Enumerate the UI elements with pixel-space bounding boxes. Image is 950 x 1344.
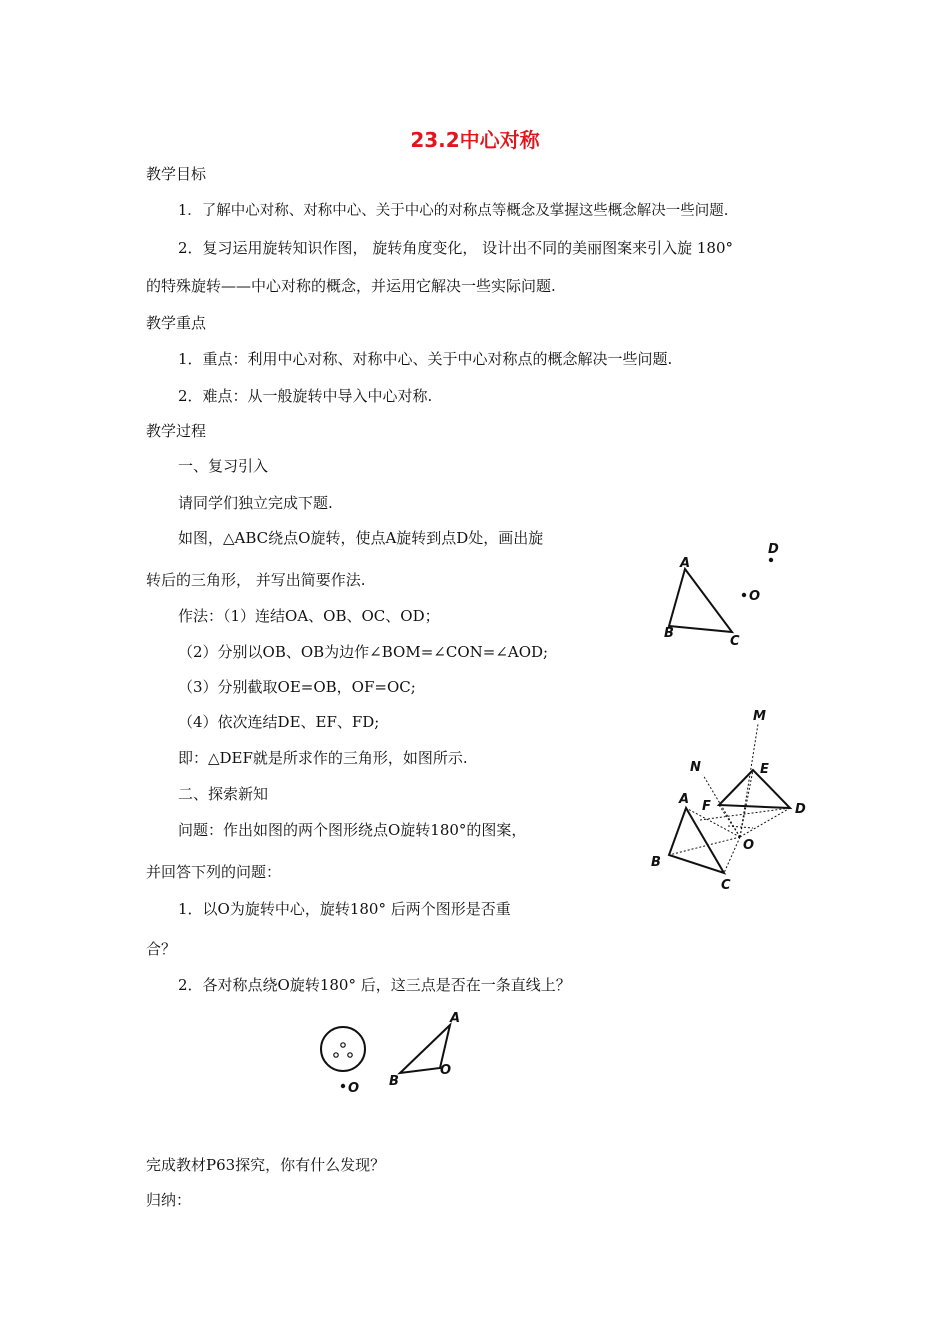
question-text-b: 并回答下列的问题：: [146, 863, 282, 881]
key-points-heading: 教学重点: [146, 314, 207, 332]
method-conclusion: 即：△DEF就是所求作的三角形，如图所示.: [178, 749, 468, 767]
label-a: A: [680, 556, 691, 571]
problem-text-b: 转后的三角形， 并写出简要作法.: [146, 571, 366, 589]
label-b3: B: [389, 1074, 399, 1089]
label-c: C: [730, 634, 740, 649]
label-a2: A: [679, 792, 690, 807]
question-text-a: 问题：作出如图的两个图形绕点O旋转180°的图案，: [178, 821, 527, 839]
label-d: D: [768, 542, 779, 557]
key-points-item-1: 1．重点：利用中心对称、对称中心、关于中心对称点的概念解决一些问题.: [178, 350, 673, 368]
label-c2: C: [721, 878, 731, 893]
problem-text-a: 如图，△ABC绕点O旋转，使点A旋转到点D处，画出旋: [178, 529, 544, 547]
section-2-heading: 二、探索新知: [178, 785, 269, 803]
label-o2: O: [743, 838, 755, 853]
section-1-heading: 一、复习引入: [178, 457, 269, 475]
label-f: F: [702, 799, 711, 814]
method-step-4: （4）依次连结DE、EF、FD;: [178, 713, 380, 731]
circle-dot-1: [334, 1053, 338, 1057]
label-n: N: [690, 760, 701, 775]
key-points-item-2: 2．难点：从一般旋转中导入中心对称.: [178, 387, 433, 405]
label-e: E: [760, 762, 769, 777]
circle-dot-2: [341, 1043, 345, 1047]
question-1a: 1．以O为旋转中心，旋转180° 后两个图形是否重: [178, 900, 511, 918]
label-a3: A: [450, 1011, 461, 1026]
intro-text: 请同学们独立完成下题.: [178, 494, 333, 512]
circle-shape: [321, 1027, 365, 1071]
question-2: 2．各对称点绕O旋转180° 后，这三点是否在一条直线上？: [178, 976, 571, 994]
label-b: B: [664, 626, 674, 641]
circle-dot-3: [348, 1053, 352, 1057]
goals-item-2a: 2．复习运用旋转知识作图， 旋转角度变化， 设计出不同的美丽图案来引入旋 180°: [178, 239, 733, 257]
summary-label: 归纳：: [146, 1191, 192, 1209]
point-o3-dot: [341, 1084, 345, 1088]
goals-heading: 教学目标: [146, 165, 207, 183]
goals-item-2b: 的特殊旋转——中心对称的概念，并运用它解决一些实际问题.: [146, 277, 556, 295]
question-1b: 合？: [146, 940, 177, 958]
textbook-task: 完成教材P63探究，你有什么发现？: [146, 1156, 386, 1174]
method-step-1: 作法：（1）连结OA、OB、OC、OD；: [178, 607, 440, 625]
label-o4: O: [440, 1063, 452, 1078]
label-b2: B: [651, 855, 661, 870]
label-o: O: [749, 589, 761, 604]
label-d2: D: [795, 802, 806, 817]
goals-item-1: 1．了解中心对称、对称中心、关于中心的对称点等概念及掌握这些概念解决一些问题.: [178, 203, 729, 219]
label-m: M: [753, 709, 766, 724]
process-heading: 教学过程: [146, 422, 207, 440]
method-step-3: （3）分别截取OE=OB，OF=OC;: [178, 678, 416, 696]
document-title: 23.2中心对称: [410, 128, 540, 152]
method-step-2: （2）分别以OB、OB为边作∠BOM=∠CON=∠AOD;: [178, 643, 549, 661]
label-o3: O: [348, 1081, 360, 1096]
